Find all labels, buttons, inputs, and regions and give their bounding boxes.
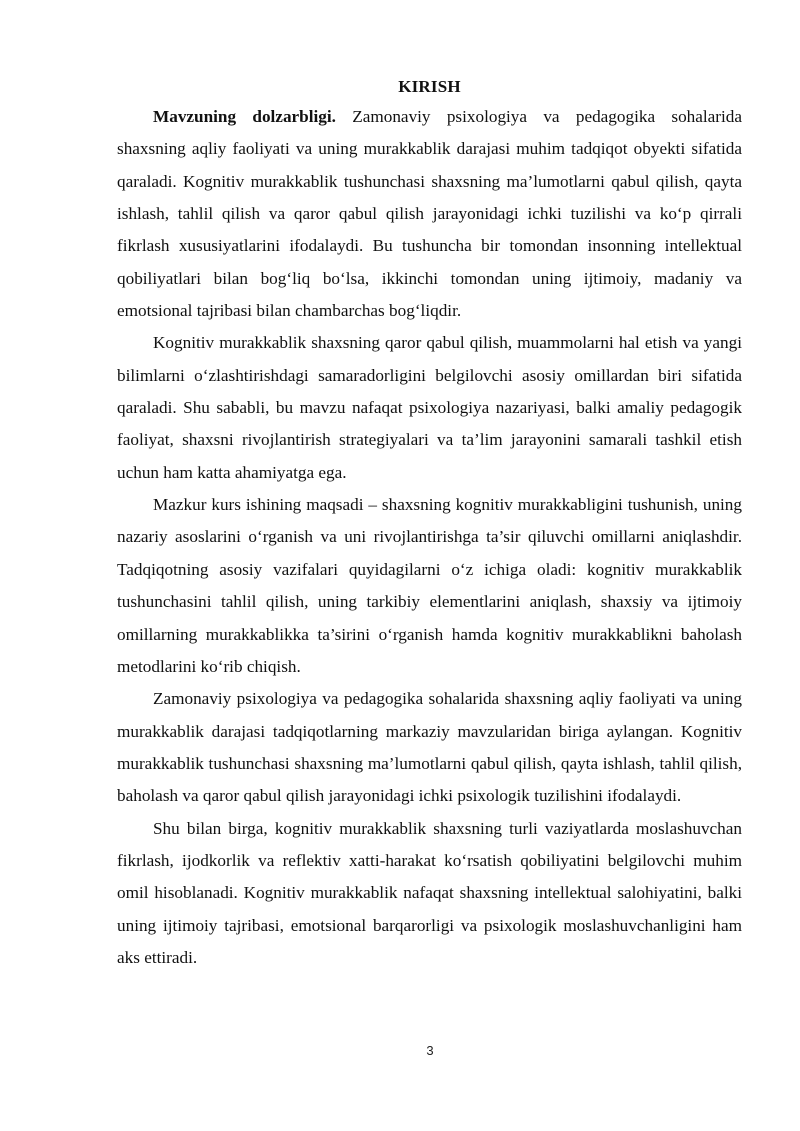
paragraph-cognitive-complexity: Kognitiv murakkablik shaxsning qaror qabul qilish, muammolarni hal etish va yangi bilimlarni o‘zlashtirishdagi samaradorligini belgilovchi asosiy omillardan biri sifatida qaraladi. Shu sababli, bu mavzu nafaqat psixologiya nazariyasi, balki amaliy pedagogik faoliyat, shaxsni rivojlantirish strategiyalari va ta’lim jarayonini samarali tashkil etish uchun ham katta ahamiyatga ega. [117,333,742,482]
page-content [117,74,742,974]
section-title: KIRISH [398,77,461,96]
paragraph-lead-heading: Mavzuning dolzarbligi. [153,107,336,126]
paragraph-course-goal: Mazkur kurs ishining maqsadi – shaxsning kognitiv murakkabligini tushunish, uning nazariy asoslarini o‘rganish va uni rivojlantirishga ta’sir qiluvchi omillarni aniqlashdir. Tadqiqotning asosiy vazifalari quyidagilarni o‘z ichiga oladi: kognitiv murakkablik tushunchasini tahlil qilish, uning tarkibiy elementlarini aniqlash, shaxsiy va ijtimoiy omillarning murakkablikka ta’sirini o‘rganish hamda kognitiv murakkablikni baholash metodlarini ko‘rib chiqish. [117,495,742,676]
page-number: 3 [426,1043,434,1058]
paragraph-modern-psychology: Zamonaviy psixologiya va pedagogika sohalarida shaxsning aqliy faoliyati va uning murakkablik darajasi tadqiqotlarning markaziy mavzularidan biriga aylangan. Kognitiv murakkablik tushunchasi shaxsning ma’lumotlarni qabul qilish, qayta ishlash, tahlil qilish, baholash va qaror qabul qilish jarayonidagi ichki psixologik tuzilishini ifodalaydi. [117,689,742,806]
paragraph-relevance [117,101,742,327]
paragraph-adaptive-thinking: Shu bilan birga, kognitiv murakkablik shaxsning turli vaziyatlarda moslashuvchan fikrlash, ijodkorlik va reflektiv xatti-harakat ko‘rsatish qobiliyatini belgilovchi muhim omil hisoblanadi. Kognitiv murakkablik nafaqat shaxsning intellektual salohiyatini, balki uning ijtimoiy tajribasi, emotsional barqarorligi va psixologik moslashuvchanligini ham aks ettiradi. [117,818,742,967]
paragraph-text: Zamonaviy psixologiya va pedagogika sohalarida shaxsning aqliy faoliyati va uning murakkablik darajasi muhim tadqiqot obyekti sifatida qaraladi. Kognitiv murakkablik tushunchasi shaxsning ma’lumotlarni qabul qilish, qayta ishlash, tahlil qilish va qaror qabul qilish jarayonidagi ichki tuzilishi va ko‘p qirrali fikrlash xususiyatlarini ifodalaydi. Bu tushuncha bir tomondan insonning intellektual qobiliyatlari bilan bog‘liq bo‘lsa, ikkinchi tomondan uning ijtimoiy, madaniy va emotsional tajribasi bilan chambarchas bog‘liqdir. [117,107,743,321]
